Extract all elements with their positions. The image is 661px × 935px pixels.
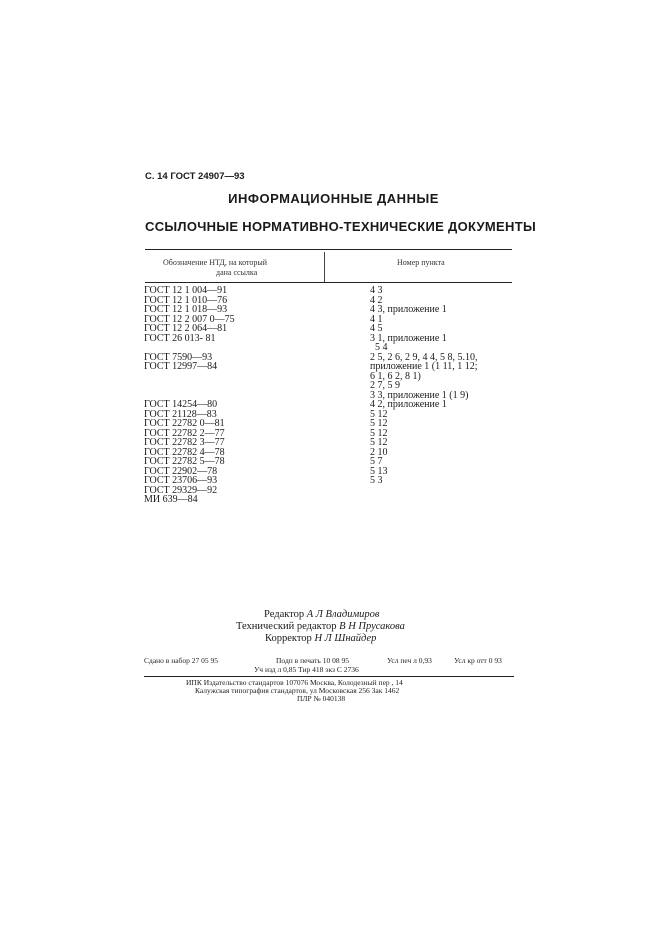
table-cell: ГОСТ 22782 3—77 bbox=[144, 437, 225, 448]
table-cell: ГОСТ 7590—93 bbox=[144, 351, 213, 363]
table-cell: ГОСТ 22782 0—81 bbox=[144, 418, 225, 429]
table-cell: ГОСТ 12997—84 bbox=[144, 361, 218, 372]
column-header-item: Номер пункта bbox=[397, 258, 445, 267]
table-cell: приложение 1 (1 11, 1 12; bbox=[370, 361, 478, 372]
section-title: ССЫЛОЧНЫЕ НОРМАТИВНО-ТЕХНИЧЕСКИЕ ДОКУМЕНТЫ bbox=[145, 219, 536, 234]
table-cell: 5 12 bbox=[370, 418, 388, 429]
table-cell: ГОСТ 14254—80 bbox=[144, 399, 218, 410]
table-cell: 3 1, приложение 1 bbox=[370, 332, 447, 344]
table-cell: ГОСТ 29329—92 bbox=[144, 484, 218, 496]
table-cell: ГОСТ 22782 4—78 bbox=[144, 446, 225, 458]
imprint-edition: Уч изд л 0,85 Тир 418 экз С 2736 bbox=[254, 665, 359, 674]
table-cell: 2 5, 2 6, 2 9, 4 4, 5 8, 5.10, bbox=[370, 351, 478, 363]
page-title: ИНФОРМАЦИОННЫЕ ДАННЫЕ bbox=[228, 191, 439, 206]
editor-line: Редактор А Л Владимиров bbox=[264, 609, 380, 620]
table-cell: 4 2, приложение 1 bbox=[370, 399, 447, 410]
table-cell: 3 3, приложение 1 (1 9) bbox=[370, 389, 469, 401]
table-cell: ГОСТ 12 2 007 0—75 bbox=[144, 313, 235, 325]
page-header: С. 14 ГОСТ 24907—93 bbox=[145, 171, 245, 182]
table-cell: ГОСТ 12 2 064—81 bbox=[144, 323, 228, 334]
editors-block bbox=[236, 609, 405, 645]
imprint-prints: Усл кр отт 0 93 bbox=[454, 656, 502, 665]
table-cell bbox=[144, 372, 235, 382]
table-cell: 4 5 bbox=[370, 323, 383, 334]
imprint-submitted: Сдано в набор 27 05 95 bbox=[144, 656, 218, 665]
table-cell: 4 2 bbox=[370, 294, 383, 306]
proofreader-line: Корректор Н Л Шнайдер bbox=[265, 633, 377, 644]
table-column-divider bbox=[324, 252, 325, 282]
imprint-signed: Подп в печать 10 08 95 bbox=[276, 656, 349, 665]
imprint-printer: Калужская типография стандартов, ул Московская 256 Зак 1462 bbox=[195, 686, 400, 695]
table-cell: 5 3 bbox=[370, 475, 383, 486]
table-cell: ГОСТ 21128—83 bbox=[144, 408, 217, 420]
imprint-rule bbox=[144, 676, 514, 677]
imprint-print-sheets: Усл печ л 0,93 bbox=[387, 656, 432, 665]
table-cell: 4 1 bbox=[370, 313, 383, 325]
table-cell: ГОСТ 22782 2—77 bbox=[144, 427, 225, 439]
technical-editor-line: Технический редактор В Н Прусакова bbox=[236, 621, 405, 632]
table-cell: ГОСТ 26 013- 81 bbox=[144, 332, 216, 344]
imprint-license: ПЛР № 040138 bbox=[297, 694, 346, 703]
table-cell: ГОСТ 22902—78 bbox=[144, 465, 218, 477]
table-cell bbox=[144, 381, 235, 391]
table-cell: 5 12 bbox=[370, 408, 388, 420]
table-cell: 5 7 bbox=[370, 456, 383, 467]
table-cell: ГОСТ 12 1 010—76 bbox=[144, 294, 228, 306]
table-cell: 4 3 bbox=[370, 285, 383, 296]
column-header-designation: Обозначение НТД, на который дана ссылка bbox=[163, 258, 268, 277]
table-cell: 2 10 bbox=[370, 446, 388, 458]
table-cell: 4 3, приложение 1 bbox=[370, 304, 447, 315]
item-number-column bbox=[370, 286, 478, 486]
imprint-publisher: ИПК Издательство стандартов 107076 Москва, Колодезный пер , 14 bbox=[186, 678, 403, 687]
table-cell: 5 12 bbox=[370, 437, 388, 448]
table-cell: 2 7, 5 9 bbox=[370, 380, 400, 391]
table-cell: 5 13 bbox=[370, 465, 388, 477]
table-cell: 6 1, 6 2, 8 1) bbox=[370, 370, 421, 382]
table-cell: ГОСТ 12 1 018—93 bbox=[144, 304, 228, 315]
table-cell: 5 4 bbox=[370, 342, 388, 353]
table-header-rule bbox=[145, 282, 512, 283]
table-cell: 5 12 bbox=[370, 427, 388, 439]
table-cell: МИ 639—84 bbox=[144, 494, 198, 505]
designation-column bbox=[144, 286, 235, 505]
table-cell: ГОСТ 12 1 004—91 bbox=[144, 285, 228, 296]
table-cell: ГОСТ 22782 5—78 bbox=[144, 456, 225, 467]
table-cell: ГОСТ 23706—93 bbox=[144, 475, 218, 486]
table-top-rule bbox=[145, 249, 512, 250]
